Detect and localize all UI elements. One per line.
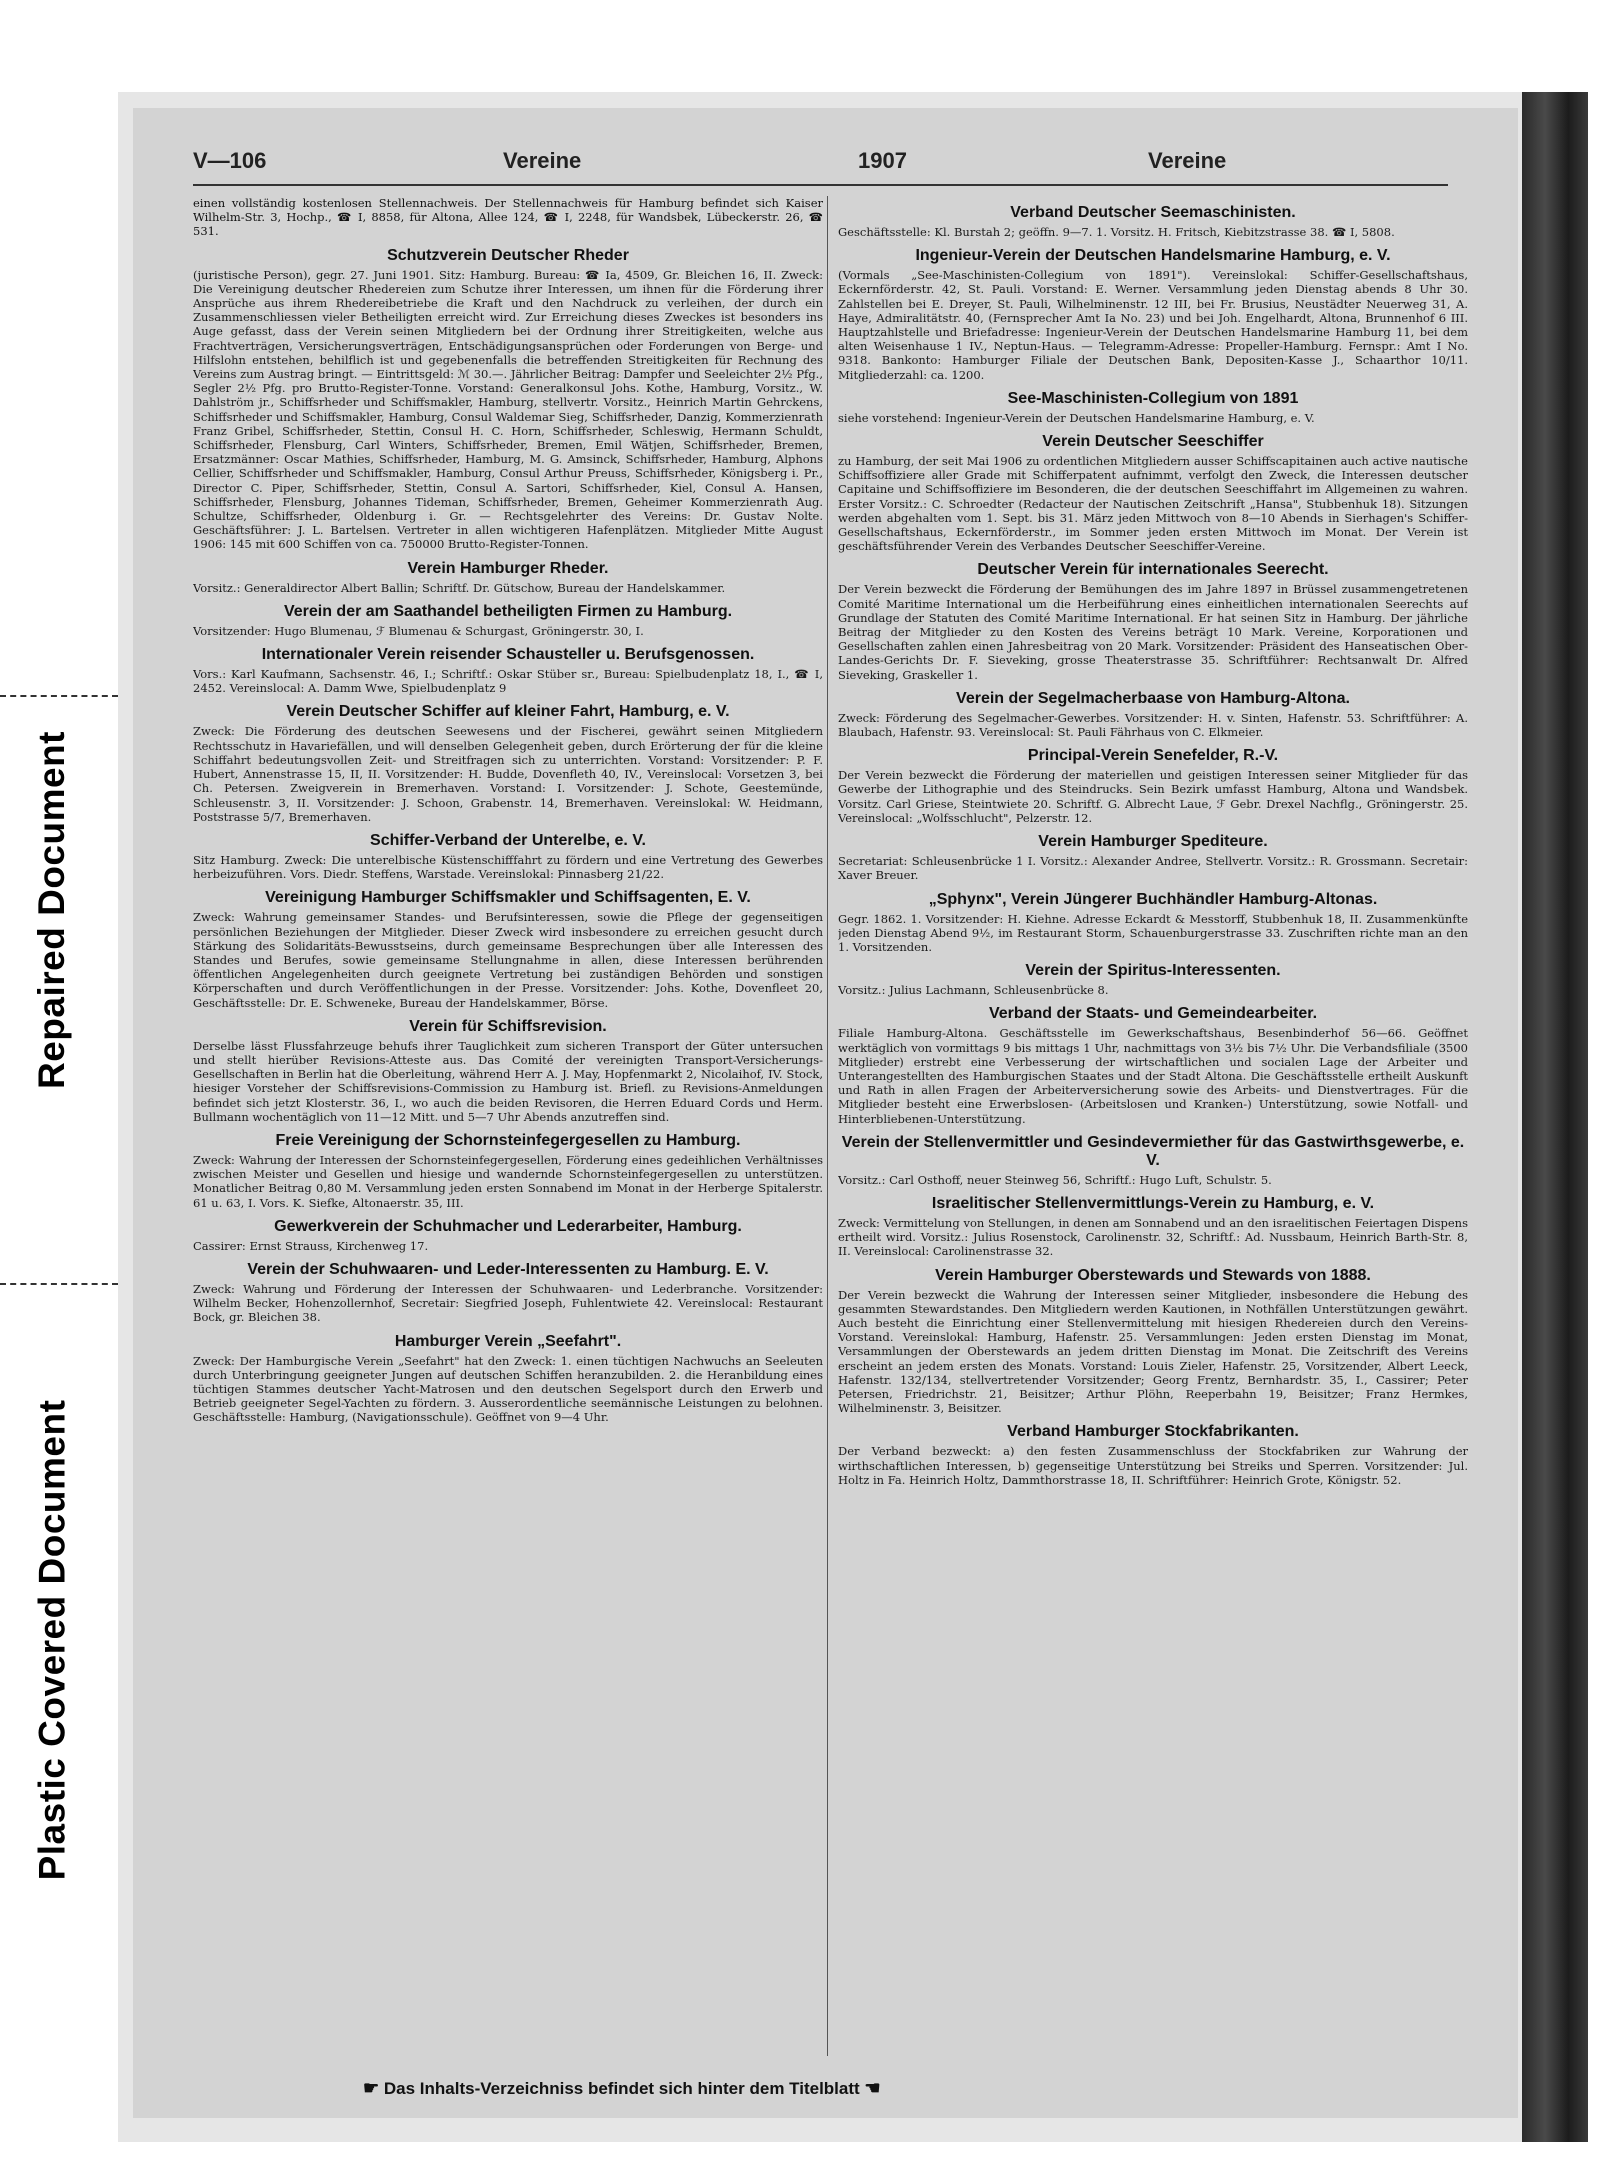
association-entry (838, 1195, 1468, 1259)
entry-text: (juristische Person), gegr. 27. Juni 1901. Sitz: Hamburg. Bureau: ☎ Ia, 4509, Gr. Bleichen 16, II. Zweck: Die Vereinigung deutscher Rhedereien zum Schutze ihrer Interessen, um ihnen für die Förderung ihrer Ansprüche aus ihrem Rhedereibetriebe die Kraft und den Nachdruck zu verleihen, der durch ein Zusammenschliessen vieler Betheiligten erreicht wird. Zur Erreichung dieses Zweckes ist besonders ins Auge gefasst, dass der Verein seinen Mitgliedern bei der Ordnung ihrer Streitigkeiten, welche aus Frachtverträgen, Versicherungsverträgen, Entschädigungsansprüchen oder Forderungen von Berge- und Hilfslohn entstehen, behilflich ist und gegebenenfalls die betreffenden Streitigkeiten für Rechnung des Vereins zum Austrag bringt. — Eintrittsgeld: ℳ 30.—. Jährlicher Beitrag: Dampfer und Seeleichter 2½ Pfg., Segler 2½ Pfg. pro Brutto-Register-Tonne. Vorstand: Generalkonsul Johs. Kothe, Hamburg, Vorsitz., W. Dahlström jr., Schiffsrheder und Schiffsmakler, Hamburg, stellvertr. Vorsitz., Heinrich Martin Gehrckens, Schiffsrheder und Schiffsmakler, Hamburg, Consul Waldemar Sieg, Schiffsrheder, Danzig, Kommerzienrath Franz Gribel, Schiffsrheder, Stettin, Consul H. C. Horn, Schiffsrheder, Schleswig, Hermann Schuldt, Schiffsrheder, Flensburg, Carl Winters, Schiffsrheder, Bremen, Emil Wätjen, Schiffsrheder, Bremen, Ersatzmänner: Oscar Mathies, Schiffsrheder, Hamburg, M. G. Amsinck, Schiffsrheder, Hamburg, Alphons Cellier, Schiffsrheder und Schiffsmakler, Hamburg, Consul Arthur Preuss, Schiffsrheder, Königsberg i. Pr., Director C. Piper, Schiffsrheder, Stettin, Consul A. Sartori, Schiffsrheder, Kiel, Consul A. Hansen, Schiffsrheder, Flensburg, Johannes Tideman, Schiffsrheder, Bremen, Geheimer Kommerzienrath Aug. Schultze, Schiffsrheder, Oldenburg i. Gr. — Rechtsgelehrter des Vereins: Dr. Gustav Nolte. Geschäftsführer: J. L. Bartelsen. Vertreter in allen wichtigeren Hafenplätzen. Mitglieder Mitte August 1906: 145 mit 600 Schiffen von ca. 750000 Brutto-Register-Tonnen. (193, 267, 823, 552)
entry-title: Israelitischer Stellenvermittlungs-Verein zu Hamburg, e. V. (931, 1194, 1375, 1212)
entry-title: Ingenieur-Verein der Deutschen Handelsmarine Hamburg, e. V. (915, 247, 1391, 265)
entry-text: Zweck: Wahrung gemeinsamer Standes- und Berufsinteressen, sowie die Pflege der gegenseitigen persönlichen Beziehungen der Mitglieder. Dieser Zweck wird insbesondere zu erreichen gesucht durch Stärkung des Solidaritäts-Bewusstseins, durch gemeinsame Besprechungen über alle Interessen des Standes und Berufes, sowie gemeinsame Stellungnahme in allen, diese Interessen berührenden öffentlichen Angelegenheiten durch geeignete Vertretung bei zuständigen Behörden und sonstigen Körperschaften und durch Veröffentlichungen in der Presse. Vorsitzender: Johs. Kothe, Dovenfleet 20, Geschäftsstelle: Dr. E. Schweneke, Bureau der Handelskammer, Börse. (193, 910, 823, 1010)
entry-title: Verband Hamburger Stockfabrikanten. (1007, 1423, 1299, 1441)
dashed-divider (0, 1283, 118, 1285)
entry-text: Der Verein bezweckt die Förderung der Bemühungen des im Jahre 1897 in Brüssel zusammengetretenen Comité Maritime International um die Herbeiführung eines einheitlichen internationalen Seerechts auf Grundlage der Statuten des Comité Maritime International. Er hat seinen Sitz in Hamburg. Der jährliche Beitrag der Mitglieder zu den Kosten des Vereins beträgt 10 Mark. Vereine, Korporationen und Gesellschaften zahlen einen Jahresbeitrag von 20 Mark. Vorsitzender: Präsident des Hanseatischen Ober-Landes-Gerichts Dr. F. Sieveking, grosse Theaterstrasse 35. Schriftführer: Rechtsanwalt Dr. Alfred Sieveking, Graskeller 1. (838, 582, 1468, 682)
association-entry (838, 690, 1468, 739)
book-spine (1522, 92, 1588, 2142)
entry-title: Verein der Stellenvermittler und Gesindevermiether für das Gastwirthsgewerbe, e. V. (841, 1133, 1465, 1169)
entry-text: Der Verband bezweckt: a) den festen Zusammenschluss der Stockfabriken zur Wahrung der wirthschaftlichen Interessen, b) gegenseitige Unterstützung bei Streiks und Sperren. Vorsitzender: Jul. Holtz in Fa. Heinrich Holtz, Dammthorstrasse 18, II. Schriftführer: Heinrich Grote, Königstr. 52. (838, 1444, 1468, 1487)
association-entry (193, 832, 823, 881)
entry-title: Verein Deutscher Schiffer auf kleiner Fahrt, Hamburg, e. V. (286, 703, 730, 721)
entry-text: Sitz Hamburg. Zweck: Die unterelbische Küstenschifffahrt zu fördern und eine Vertretung des Gewerbes herbeizuführen. Vors. Diedr. Steffens, Warstade. Vereinslokal: Pinnasberg 21/22. (193, 852, 823, 882)
page-number: V—106 (193, 148, 267, 173)
entry-text: Filiale Hamburg-Altona. Geschäftsstelle im Gewerkschaftshaus, Besenbinderhof 56—66. Geöffnet werktäglich von vormittags 9 bis mittags 1 Uhr, nachmittags von 3½ bis 7½ Uhr. Die Verbandsfiliale (3500 Mitglieder) erstrebt eine Verbesserung der wirtschaftlichen und socialen Lage der Arbeiter und Unterangestellten des Hamburgischen Staates und der Stadt Altona. Die Geschäftsstelle ertheilt Auskunft und Rath in allen Fragen der Arbeiterversicherung sowie des Arbeits- und Dienstvertrages. Für die Mitglieder besteht eine Erwerbslosen- (Arbeitslosen und Kranken-) Unterstützung, sowie Notfall- und Hinterbliebenen-Unterstützung. (838, 1026, 1468, 1126)
entry-title: Verein der Schuhwaaren- und Leder-Interessenten zu Hamburg. E. V. (247, 1260, 769, 1278)
column-divider (827, 196, 828, 2056)
entry-title: Schiffer-Verband der Unterelbe, e. V. (370, 831, 646, 849)
page-header (193, 148, 1448, 182)
entry-title: „Sphynx", Verein Jüngerer Buchhändler Hamburg-Altonas. (928, 890, 1378, 908)
entry-text: Gegr. 1862. 1. Vorsitzender: H. Kiehne. Adresse Eckardt & Messtorff, Stubbenhuk 18, II. Zusammenkünfte jeden Dienstag Abend 9½, im Restaurant Storm, Schauenburgerstrasse 33. Zuschriften richte man an den 1. Vorsitzenden. (838, 911, 1468, 954)
entry-text: Zweck: Der Hamburgische Verein „Seefahrt" hat den Zweck: 1. einen tüchtigen Nachwuchs an Seeleuten durch Unterbringung geeigneter Jungen auf deutschen Schiffen heranzubilden. 2. die Heranbildung eines tüchtigen Stammes deutscher Yacht-Matrosen und den deutschen Segelsport durch den Erwerb und Betrieb geeigneter Segel-Yachten zu fördern. 3. Ausserordentliche seemännische Leistungen zu belohnen. Geschäftsstelle: Hamburg, (Navigationsschule). Geöffnet von 9—4 Uhr. (193, 1353, 823, 1425)
pointing-hand-icon: ☛ (363, 2078, 380, 2098)
entry-title: Internationaler Verein reisender Schausteller u. Berufsgenossen. (261, 646, 755, 664)
association-entry (838, 1423, 1468, 1487)
entry-title: Hamburger Verein „Seefahrt". (394, 1332, 622, 1350)
entry-text: Derselbe lässt Flussfahrzeuge behufs ihrer Tauglichkeit zum sicheren Transport der Güter untersuchen und stellt hierüber Revisions-Atteste aus. Das Comité der vereinigten Transport-Versicherungs-Gesellschaften in Berlin hat die Oberleitung, während Herr A. J. May, Hopfenmarkt 2, Nicolaihof, IV. Stock, hiesiger Vorsteher der Schiffsrevisions-Commission zu Hamburg ist. Briefl. zu Revisions-Anmeldungen befindet sich jetzt Klosterstr. 36, I., wo auch die beiden Revisoren, die Herren Eduard Cords und Herm. Bullmann wochentäglich von 11—12 Mitt. und 5—7 Uhr Abends anzutreffen sind. (193, 1038, 823, 1124)
association-entry (193, 1218, 823, 1253)
repaired-document-label: Repaired Document (31, 730, 73, 1090)
entry-text: Zweck: Wahrung der Interessen der Schornsteinfegergesellen, Förderung eines gedeihlichen Verhältnisses zwischen Meister und Gesellen und hiesige und wandernde Schornsteinfegergesellen zu unterstützen. Monatlicher Beitrag 0,80 M. Versammlung jeden ersten Sonnabend im Monat in der Herberge Spitalerstr. 61 u. 63, I. Vors. K. Siefke, Altonaerstr. 35, III. (193, 1152, 823, 1210)
association-entry (838, 891, 1468, 955)
right-column (838, 196, 1468, 2076)
entry-title: Verein der am Saathandel betheiligten Firmen zu Hamburg. (283, 602, 733, 620)
association-entry (838, 433, 1468, 553)
entry-text: (Vormals „See-Maschinisten-Collegium von 1891"). Vereinslokal: Schiffer-Gesellschaftshaus, Eckernförderstr. 42, St. Pauli. Vorstand: E. Werner. Versammlung jeden Dienstag abends 8 Uhr 30. Zahlstellen bei E. Dreyer, St. Pauli, Wilhelminenstr. 12 III, bei Fr. Brusius, Neustädter Neuerweg 31, A. Haye, Admiralitätstr. 40, (Fernsprecher Amt Ia No. 23) und bei Joh. Engelhardt, Altona, Brunnenhof 6 III. Hauptzahlstelle und Briefadresse: Ingenieur-Verein der Deutschen Handelsmarine Hamburg 11, bei dem alten Weisenhause 1 IV., Neptun-Haus. — Telegramm-Adresse: Propeller-Hamburg. Fernspr.: Amt I No. 9318. Bankonto: Hamburger Filiale der Deutschen Bank, Depositen-Kasse J., Schaarthor 10/11. Mitgliederzahl: ca. 1200. (838, 268, 1468, 382)
entry-text: Vors.: Karl Kaufmann, Sachsenstr. 46, I.; Schriftf.: Oskar Stüber sr., Bureau: Spielbudenplatz 18, I., ☎ I, 2452. Vereinslocal: A. Damm Wwe, Spielbudenplatz 9 (193, 667, 823, 696)
association-entry (193, 646, 823, 695)
header-right-title: Vereine (1148, 148, 1227, 173)
association-entry (838, 962, 1468, 997)
association-entry (838, 1267, 1468, 1416)
entry-text: zu Hamburg, der seit Mai 1906 zu ordentlichen Mitgliedern ausser Schiffscapitainen auch active nautische Schiffsoffiziere aller Grade mit Schifferpatent aufnimmt, verfolgt den Zweck, die Interessen deutscher Capitaine und Schiffsoffiziere im Besonderen, die der deutschen Seeschiffahrt im Allgemeinen zu wahren. Erster Vorsitz.: C. Schroedter (Redacteur der Nautischen Zeitschrift „Hansa", Stubbenhuk 18). Sitzungen werden abgehalten vom 1. Sept. bis 31. März jeden Mittwoch von 8—10 Abends in Sierhagen's Schiffer-Gesellschaftshaus, Eckernförderstr., im Sommer jeden ersten Mittwoch im Monat. Der Verein ist geschäftsführender Verein des Verbandes Deutscher Seeschiffer-Vereine. (838, 454, 1468, 554)
association-entry (193, 1333, 823, 1425)
entry-title: Gewerkverein der Schuhmacher und Lederarbeiter, Hamburg. (274, 1217, 742, 1235)
pointing-hand-icon: ☚ (864, 2078, 881, 2098)
footer-note (363, 2078, 881, 2099)
entry-title: Verein der Spiritus-Interessenten. (1025, 962, 1281, 980)
entry-text: Cassirer: Ernst Strauss, Kirchenweg 17. (193, 1238, 429, 1253)
association-entry (838, 833, 1468, 882)
entry-title: Verein Hamburger Rheder. (407, 559, 609, 577)
association-entry (838, 204, 1468, 239)
plastic-covered-document-label: Plastic Covered Document (31, 1399, 72, 1881)
entry-title: Verein Deutscher Seeschiffer (1042, 433, 1264, 451)
association-entry (838, 1134, 1468, 1187)
association-entry (838, 1005, 1468, 1125)
association-entry (193, 1018, 823, 1124)
entry-text: Zweck: Wahrung und Förderung der Interessen der Schuhwaaren- und Lederbranche. Vorsitzender: Wilhelm Becker, Hohenzollernhof, Secretair: Siegfried Joseph, Fuhlentwiete 42. Vereinslocal: Restaurant Bock, gr. Bleichen 38. (193, 1281, 823, 1325)
entry-text: Vorsitz.: Julius Lachmann, Schleusenbrücke 8. (838, 983, 1109, 998)
association-entry (838, 747, 1468, 825)
association-entry (838, 561, 1468, 681)
entry-text: Zweck: Vermittelung von Stellungen, in denen am Sonnabend und an den israelitischen Feiertagen Dispens ertheilt wird. Vorsitz.: Julius Rosenstock, Carolinenstr. 32, Schriftf.: Ad. Nussbaum, Heinrich Barth-Str. 8, II. Vereinslocal: Carolinenstrasse 32. (838, 1215, 1468, 1259)
association-entry (193, 1132, 823, 1210)
entry-text: Der Verein bezweckt die Förderung der materiellen und geistigen Interessen seiner Mitglieder für das Gewerbe der Lithographie und des Steindrucks. Sein Bezirk umfasst Hamburg, Altona und Wandsbek. Vorsitz. Carl Griese, Steintwiete 20. Schriftf. G. Albrecht Laue, ℱ Gebr. Drexel Nachflg., Gröningerstr. 25. Vereinslocal: „Wolfsschlucht", Pelzerstr. 12. (838, 768, 1468, 825)
entry-text: Zweck: Die Förderung des deutschen Seewesens und der Fischerei, gewährt seinen Mitgliedern Rechtsschutz in Havariefällen, und will denselben Gelegenheit geben, durch Erörterung der für die kleine Schiffahrt bedeutungsvollen Zeit- und Streitfragen sich zu unterrichten. Vorstand: Vorsitzender: P. F. Hubert, Annenstrasse 15, II, II. Vorsitzender: H. Budde, Dovenfleth 40, IV., Vereinslocal: Vorsetzen 3, bei Ch. Petersen. Zweigverein in Bremerhaven. Vorstand: I. Vorsitzender: J. Schote, Geestemünde, Schleusenstr. 3, II. Vorsitzender: J. Schoon, Grabenstr. 14, Bremerhaven. Vereinslokal: W. Heidmann, Poststrasse 5/7, Bremerhaven. (193, 724, 823, 824)
continued-text: einen vollständig kostenlosen Stellennachweis. Der Stellennachweis für Hamburg befindet sich Kaiser Wilhelm-Str. 3, Hochp., ☎ I, 8858, für Altona, Allee 124, ☎ I, 2248, für Wandsbek, Lübeckerstr. 26, ☎ 531. (193, 196, 823, 239)
entry-title: Verband der Staats- und Gemeindearbeiter. (988, 1005, 1318, 1023)
entry-title: Verband Deutscher Seemaschinisten. (1010, 204, 1296, 221)
association-entry (193, 703, 823, 823)
entry-text: Secretariat: Schleusenbrücke 1 I. Vorsitz.: Alexander Andree, Stellvertr. Vorsitz.: R. Grossmann. Secretair: Xaver Breuer. (838, 854, 1468, 883)
association-entry (193, 603, 823, 638)
entry-text: Vorsitz.: Carl Osthoff, neuer Steinweg 56, Schriftf.: Hugo Luft, Schulstr. 5. (838, 1172, 1272, 1187)
entry-text: Der Verein bezweckt die Wahrung der Interessen seiner Mitglieder, insbesondere die Hebung des gesammten Stewardstandes. Den Mitgliedern werden Kautionen, in Nothfällen Unterstützungen gewährt. Auch besteht die Einrichtung einer Stellenvermittelung mit hiesigen Rhedereien durch den Vereins-Vorstand. Vereinslokal: Hamburg, Hafenstr. 25. Versammlungen: Jeden ersten Dienstag im Monat, Versammlungen der Oberstewards an jedem dritten Dienstag im Monat. Die Zeitschrift des Vereins erscheint an jedem ersten des Monats. Vorstand: Louis Zieler, Hafenstr. 25, Vorsitzender, Albert Leeck, Hafenstr. 132/134, stellvertretender Vorsitzender; Georg Frentz, Bernhardstr. 35, I., Cassirer; Peter Petersen, Friedrichstr. 21, Beisitzer; Arthur Plöhn, Reeperbahn 19, Beisitzer; Franz Hermkes, Wilhelminenstr. 3, Beisitzer. (838, 1287, 1468, 1416)
document-page (133, 108, 1518, 2118)
entry-title: Schutzverein Deutscher Rheder (387, 246, 629, 264)
association-entry (193, 1261, 823, 1325)
entry-text: Zweck: Förderung des Segelmacher-Gewerbes. Vorsitzender: H. v. Sinten, Hafenstr. 53. Schriftführer: A. Blaubach, Hafenstr. 93. Vereinslocal: St. Pauli Fährhaus von C. Elkmeier. (838, 710, 1468, 740)
entry-title: Verein für Schiffsrevision. (409, 1017, 607, 1035)
entry-title: See-Maschinisten-Collegium von 1891 (1007, 389, 1299, 407)
association-entry (838, 247, 1468, 382)
entry-title: Vereinigung Hamburger Schiffsmakler und Schiffsagenten, E. V. (265, 889, 751, 907)
header-left-title: Vereine (503, 148, 582, 173)
entry-title: Verein Hamburger Oberstewards und Stewards von 1888. (935, 1266, 1371, 1284)
association-entry (838, 390, 1468, 425)
header-rule (193, 184, 1448, 186)
entry-text: Geschäftsstelle: Kl. Burstah 2; geöffn. 9—7. 1. Vorsitz. H. Fritsch, Kiebitzstrasse 38. ☎ I, 5808. (838, 225, 1395, 239)
left-column (193, 196, 823, 2076)
entry-title: Verein Hamburger Spediteure. (1038, 833, 1268, 851)
entry-title: Verein der Segelmacherbaase von Hamburg-Altona. (956, 689, 1350, 707)
association-entry (193, 247, 823, 552)
entry-title: Deutscher Verein für internationales Seerecht. (977, 561, 1329, 579)
dashed-divider (0, 695, 118, 697)
association-entry (193, 889, 823, 1009)
entry-title: Principal-Verein Senefelder, R.-V. (1027, 747, 1279, 765)
entry-text: Vorsitz.: Generaldirector Albert Ballin; Schriftf. Dr. Gütschow, Bureau der Handelskammer. (193, 580, 726, 595)
entry-title: Freie Vereinigung der Schornsteinfegergesellen zu Hamburg. (275, 1131, 741, 1149)
footer-text: Das Inhalts-Verzeichniss befindet sich hinter dem Titelblatt (383, 2079, 860, 2098)
header-year: 1907 (858, 148, 907, 173)
association-entry (193, 560, 823, 595)
entry-text: Vorsitzender: Hugo Blumenau, ℱ Blumenau & Schurgast, Gröningerstr. 30, I. (193, 623, 644, 638)
entry-text: siehe vorstehend: Ingenieur-Verein der Deutschen Handelsmarine Hamburg, e. V. (838, 410, 1315, 425)
